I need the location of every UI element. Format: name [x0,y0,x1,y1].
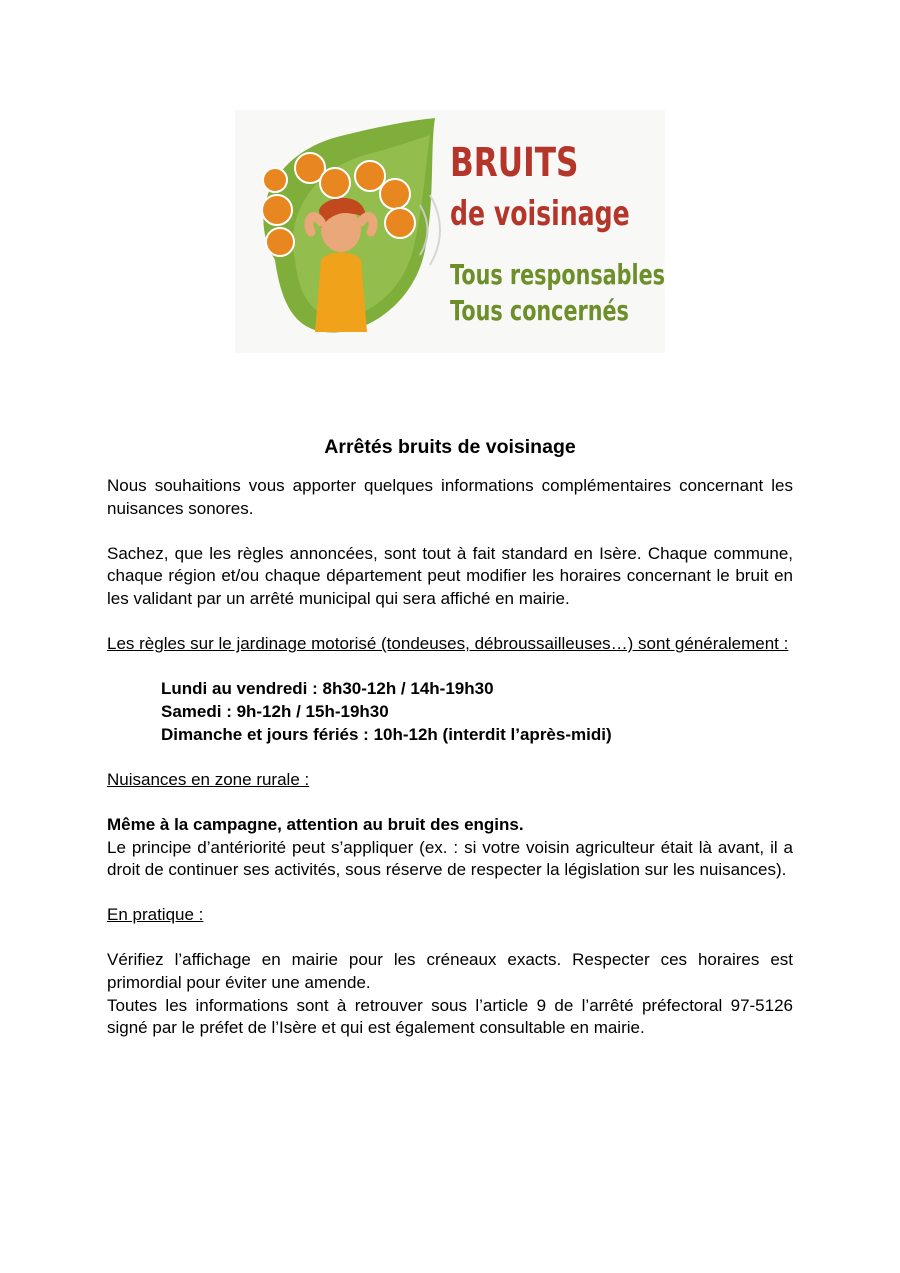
practice-paragraph-1: Vérifiez l’affichage en mairie pour les créneaux exacts. Respecter ces horaires est primordial pour éviter une amende. [107,950,793,993]
rural-heading [107,769,793,792]
schedule-list [161,678,793,746]
noise-icon [263,168,287,192]
logo-tagline-2: Tous concernés [450,294,629,327]
intro-paragraph: Nous souhaitions vous apporter quelques informations complémentaires concernant les nuisances sonores. [107,476,793,518]
bruits-voisinage-logo [235,110,665,353]
standard-rules-paragraph: Sachez, que les règles annoncées, sont tout à fait standard en Isère. Chaque commune, chaque région et/ou chaque département peut modifier les horaires concernant le bruit en les validant par un arrêté municipal qui sera affiché en mairie. [107,543,793,608]
noise-icon [320,168,350,198]
noise-icon [385,208,415,238]
woman-dress [315,253,367,333]
schedule-weekdays: Lundi au vendredi : 8h30-12h / 14h-19h30 [161,679,494,699]
page-title: Arrêtés bruits de voisinage [324,436,576,458]
logo-title: BRUITS [450,140,579,186]
schedule-sunday-holidays: Dimanche et jours fériés : 10h-12h (interdit l’après-midi) [161,724,612,744]
practice-heading-text: En pratique : [107,905,204,925]
noise-icon [380,179,410,209]
rural-warning: Même à la campagne, attention au bruit des engins. [107,814,524,834]
rural-heading-text: Nuisances en zone rurale : [107,769,310,789]
sound-wave-icon [430,195,440,265]
document-body [107,433,793,1062]
schedule-saturday: Samedi : 9h-12h / 15h-19h30 [161,701,389,721]
garden-rules-heading [107,633,793,656]
logo-tagline-1: Tous responsables [450,258,665,291]
noise-icon [262,195,292,225]
logo-subtitle: de voisinage [450,194,630,234]
practice-paragraph-2: Toutes les informations sont à retrouver sous l’article 9 de l’arrêté préfectoral 97-5126 signé par le préfet de l’Isère et qui est également consultable en mairie. [107,995,793,1038]
garden-rules-heading-text: Les règles sur le jardinage motorisé (tondeuses, débroussailleuses…) sont généralement : [107,634,789,654]
noise-icon [355,161,385,191]
noise-icon [266,228,294,256]
practice-heading [107,904,793,927]
rural-paragraph: Le principe d’antériorité peut s’appliquer (ex. : si votre voisin agriculteur était là avant, il a droit de continuer ses activités, sous réserve de respecter la législation sur les nuisances). [107,837,793,880]
